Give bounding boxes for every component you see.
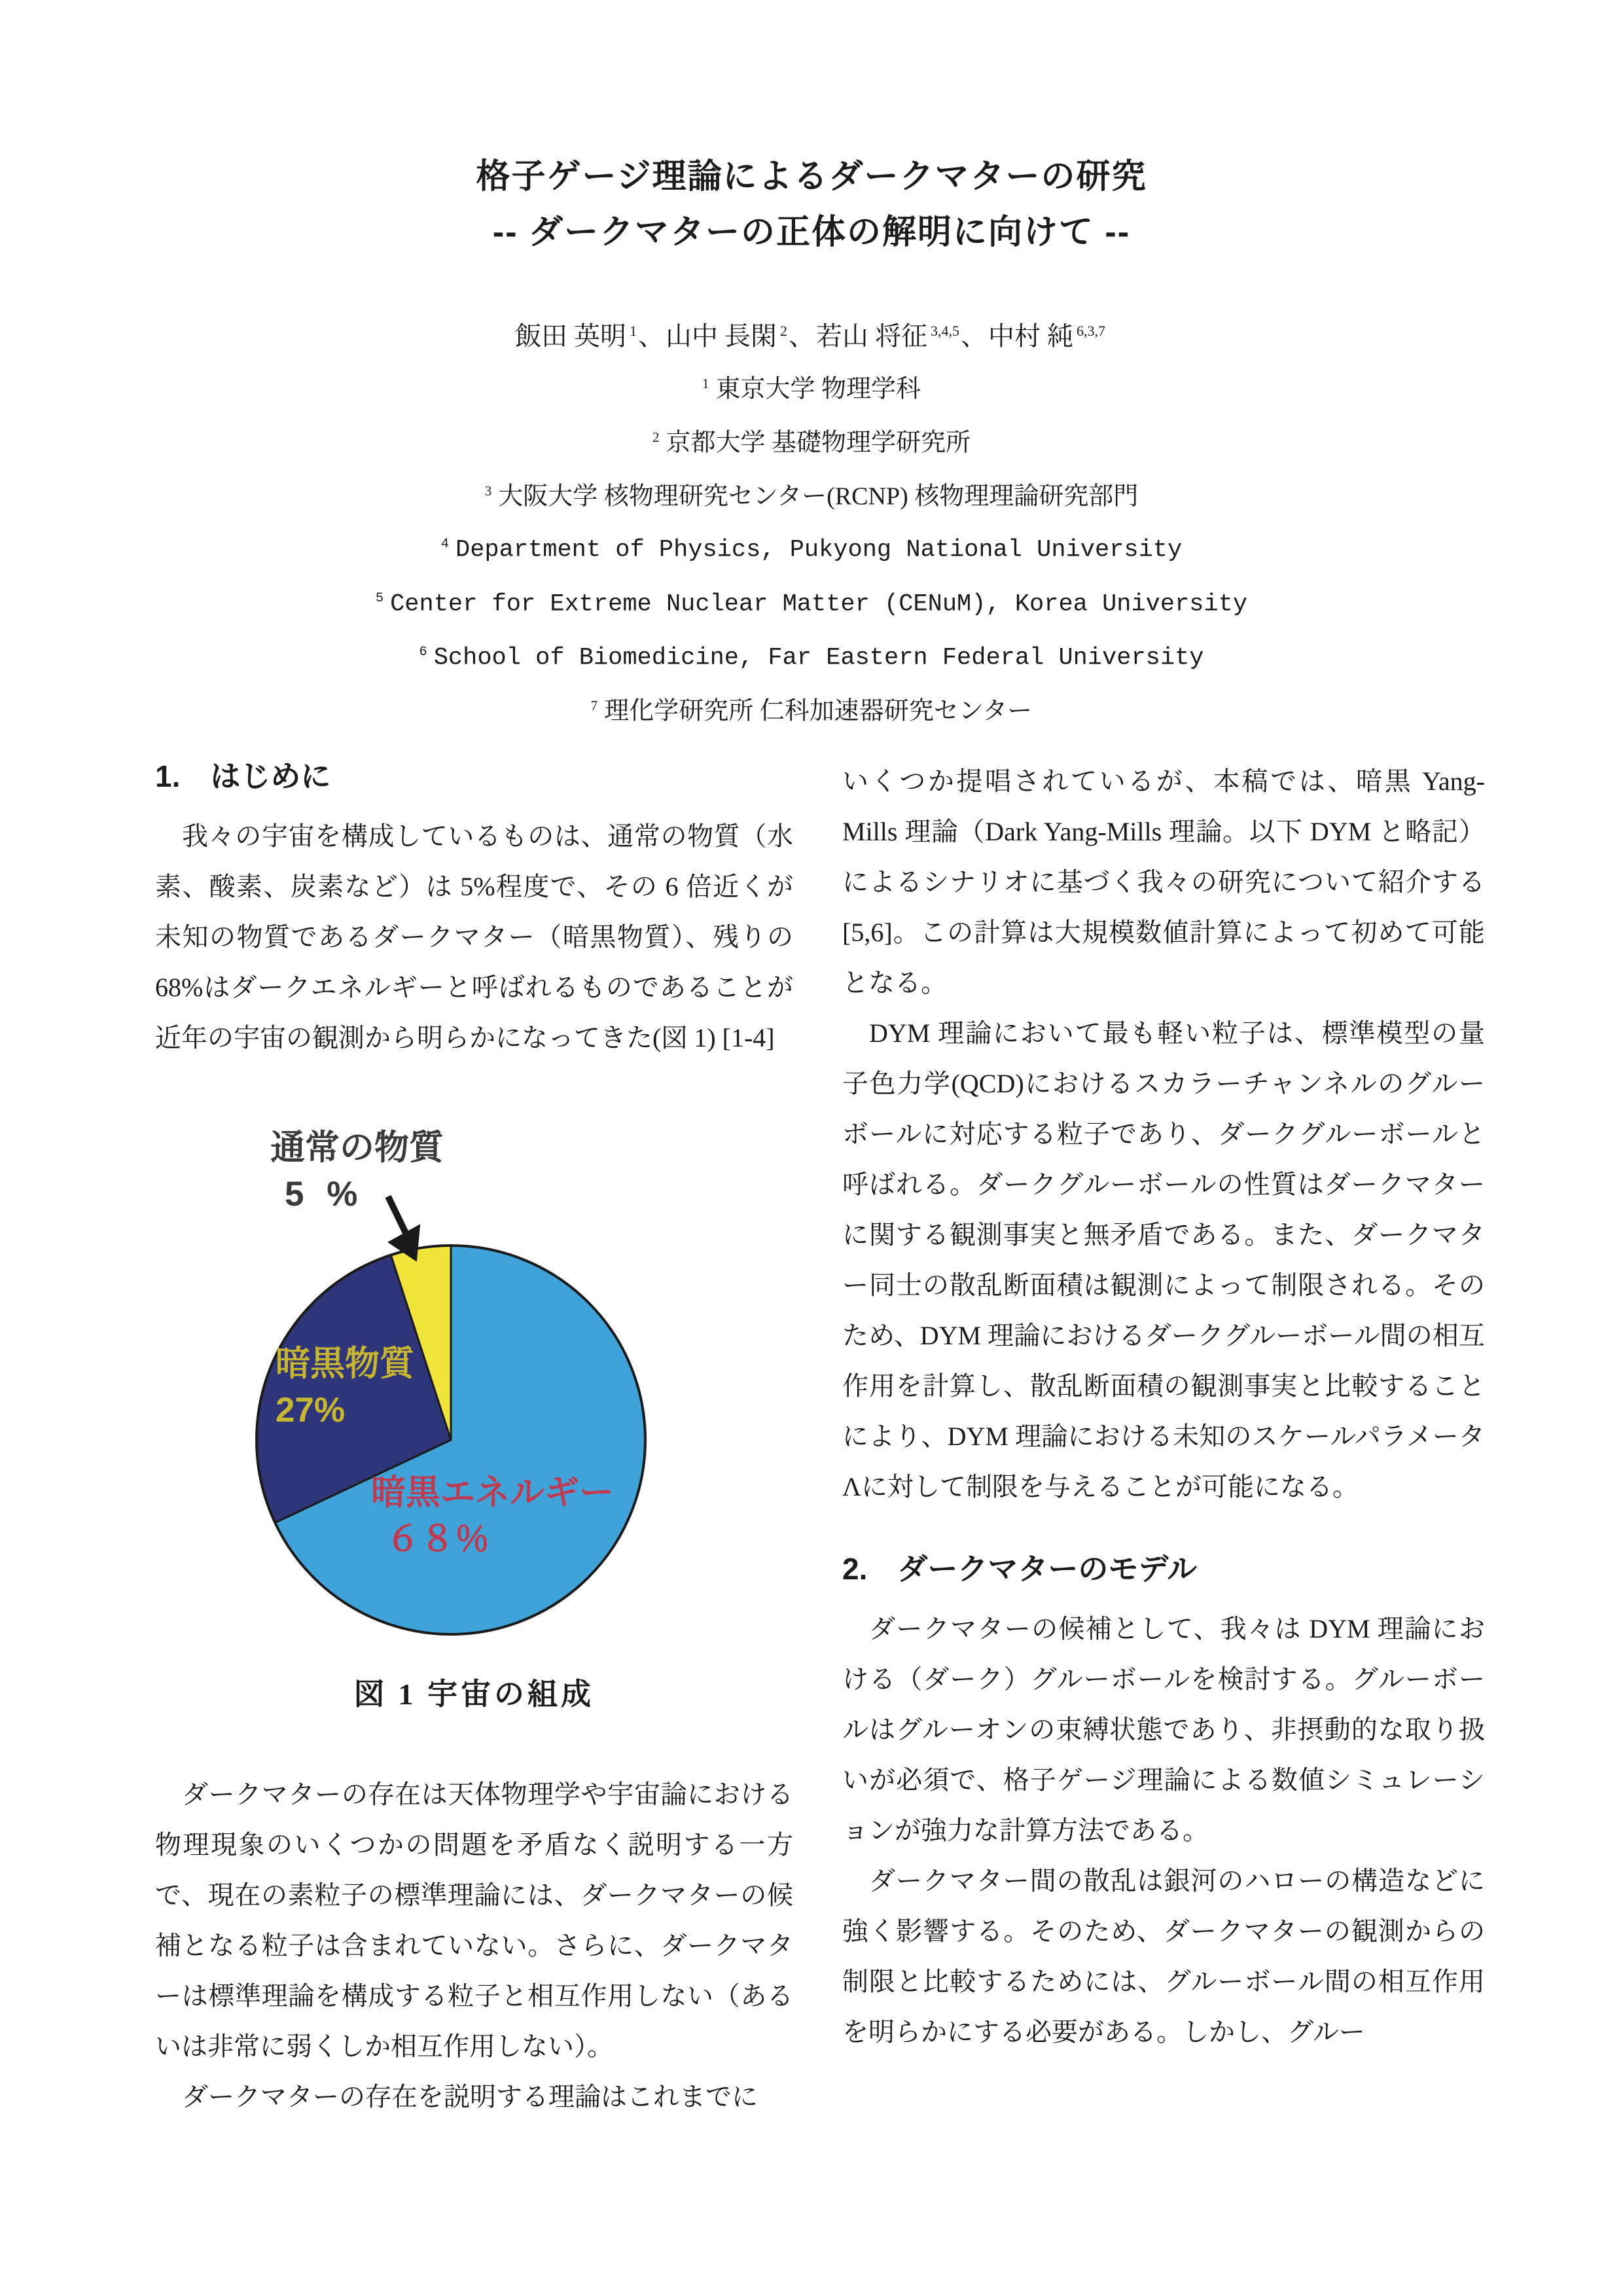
label-normal-matter-text: 通常の物質 bbox=[270, 1128, 444, 1167]
author-affil-superscript: 3,4,5 bbox=[931, 323, 959, 339]
author-name: 飯田 英明 bbox=[515, 321, 626, 351]
label-dark-matter-text: 暗黒物質 bbox=[276, 1344, 414, 1383]
affiliation-superscript: 1 bbox=[702, 376, 709, 392]
title-block bbox=[0, 149, 1623, 260]
affiliation-line bbox=[0, 520, 1623, 574]
affiliation-superscript: 7 bbox=[590, 698, 598, 714]
affiliation-line bbox=[0, 682, 1623, 736]
pie-slices bbox=[257, 1246, 645, 1634]
label-normal-matter bbox=[270, 1124, 444, 1217]
affiliation-text: School of Biomedicine, Far Eastern Federal University bbox=[433, 644, 1204, 672]
affiliation-line bbox=[0, 467, 1623, 521]
left-column-top bbox=[155, 756, 793, 1063]
author-separator: 、 bbox=[638, 321, 664, 351]
column2-paragraph-d: ダークマター間の散乱は銀河のハローの構造などに強く影響する。そのため、ダークマターの観測からの制限と比較するためには、グルーボール間の相互作用を明らかにする必要がある。しかし、グルー bbox=[842, 1866, 1485, 2047]
label-normal-matter-percent: 5 % bbox=[285, 1175, 365, 1213]
section1-heading: 1. はじめに bbox=[155, 759, 331, 793]
affiliation-superscript: 6 bbox=[419, 644, 427, 660]
affiliation-line bbox=[0, 360, 1623, 414]
section1-paragraph-1: 我々の宇宙を構成しているものは、通常の物質（水素、酸素、炭素など）は 5%程度で、その 6 倍近くが未知の物質であるダークマター（暗黒物質）、残りの 68%はダークエネルギーと呼ばれるものであることが近年の宇宙の観測から明らかになってきた(図 1) [1-4] bbox=[155, 821, 793, 1052]
affiliation-text: 理化学研究所 仁科加速器研究センター bbox=[604, 697, 1033, 725]
left-column-bottom bbox=[155, 1769, 793, 2122]
label-dark-matter-percent: 27% bbox=[276, 1391, 346, 1429]
affiliation-line bbox=[0, 575, 1623, 628]
affiliation-superscript: 2 bbox=[652, 429, 660, 445]
author-entry bbox=[816, 321, 988, 351]
author-entry bbox=[666, 321, 816, 351]
affiliation-line bbox=[0, 628, 1623, 682]
figure-universe-composition bbox=[155, 1113, 793, 1676]
author-entry bbox=[988, 321, 1108, 351]
affiliation-text: Department of Physics, Pukyong National University bbox=[455, 536, 1183, 564]
header-people bbox=[0, 307, 1623, 736]
column2-paragraph-a: いくつか提唱されているが、本稿では、暗黒 Yang-Mills 理論（Dark Yang-Mills 理論。以下 DYM と略記）によるシナリオに基づく我々の研究について紹介する[5,6]。この計算は大規模数値計算によって初めて可能となる。 bbox=[842, 766, 1485, 997]
figure-caption: 図 1 宇宙の組成 bbox=[354, 1677, 594, 1711]
author-name: 山中 長閑 bbox=[666, 321, 777, 351]
column2-paragraph-c: ダークマターの候補として、我々は DYM 理論における（ダーク）グルーボールを検討する。グルーボールはグルーオンの束縛状態であり、非摂動的な取り扱いが必須で、格子ゲージ理論による数値シミュレーションが強力な計算方法である。 bbox=[842, 1614, 1485, 1845]
affiliation-text: 東京大学 物理学科 bbox=[715, 375, 921, 403]
author-name: 若山 将征 bbox=[816, 321, 927, 351]
affiliation-text: 大阪大学 核物理研究センター(RCNP) 核物理理論研究部門 bbox=[498, 482, 1139, 511]
author-entry bbox=[515, 321, 666, 351]
author-line bbox=[0, 307, 1623, 360]
paper-title: 格子ゲージ理論によるダークマターの研究 bbox=[476, 158, 1147, 196]
label-dark-matter bbox=[276, 1340, 414, 1433]
paper-subtitle: -- ダークマターの正体の解明に向けて -- bbox=[492, 213, 1131, 251]
affiliation-superscript: 5 bbox=[375, 590, 384, 606]
author-separator: 、 bbox=[961, 321, 987, 351]
affiliation-line bbox=[0, 414, 1623, 467]
affiliation-text: 京都大学 基礎物理学研究所 bbox=[666, 429, 971, 457]
affiliation-superscript: 4 bbox=[440, 537, 450, 552]
pie-chart bbox=[155, 1113, 793, 1676]
author-separator: 、 bbox=[789, 321, 815, 351]
author-name: 中村 純 bbox=[988, 321, 1073, 351]
affiliation-superscript: 3 bbox=[484, 482, 492, 499]
affiliation-list bbox=[0, 360, 1623, 736]
author-affil-superscript: 6,3,7 bbox=[1077, 323, 1105, 339]
label-dark-energy bbox=[371, 1469, 614, 1562]
section1-paragraph-3: ダークマターの存在を説明する理論はこれまでに bbox=[182, 2082, 758, 2111]
column2-paragraph-b: DYM 理論において最も軽い粒子は、標準模型の量子色力学(QCD)におけるスカラーチャンネルのグルーボールに対応する粒子であり、ダークグルーボールと呼ばれる。ダークグルーボールの性質はダークマターに関する観測事実と無矛盾である。また、ダークマター同士の散乱断面積は観測によって制限される。そのため、DYM 理論におけるダークグルーボール間の相互作用を計算し、散乱断面積の観測事実と比較することにより、DYM 理論における未知のスケールパラメータΛに対して制限を与えることが可能になる。 bbox=[842, 1018, 1485, 1501]
section1-paragraph-2: ダークマターの存在は天体物理学や宇宙論における物理現象のいくつかの問題を矛盾なく説明する一方で、現在の素粒子の標準理論には、ダークマターの候補となる粒子は含まれていない。さらに、ダークマターは標準理論を構成する粒子と相互作用しない（あるいは非常に弱くしか相互作用しない）。 bbox=[155, 1780, 793, 2061]
affiliation-text: Center for Extreme Nuclear Matter (CENuM), Korea University bbox=[390, 590, 1248, 618]
author-affil-superscript: 1 bbox=[630, 323, 637, 339]
author-affil-superscript: 2 bbox=[780, 323, 787, 339]
section2-heading: 2. ダークマターのモデル bbox=[842, 1552, 1198, 1586]
right-column bbox=[842, 756, 1485, 2057]
label-dark-energy-percent: ６８％ bbox=[385, 1520, 490, 1558]
label-dark-energy-text: 暗黒エネルギー bbox=[371, 1473, 614, 1512]
